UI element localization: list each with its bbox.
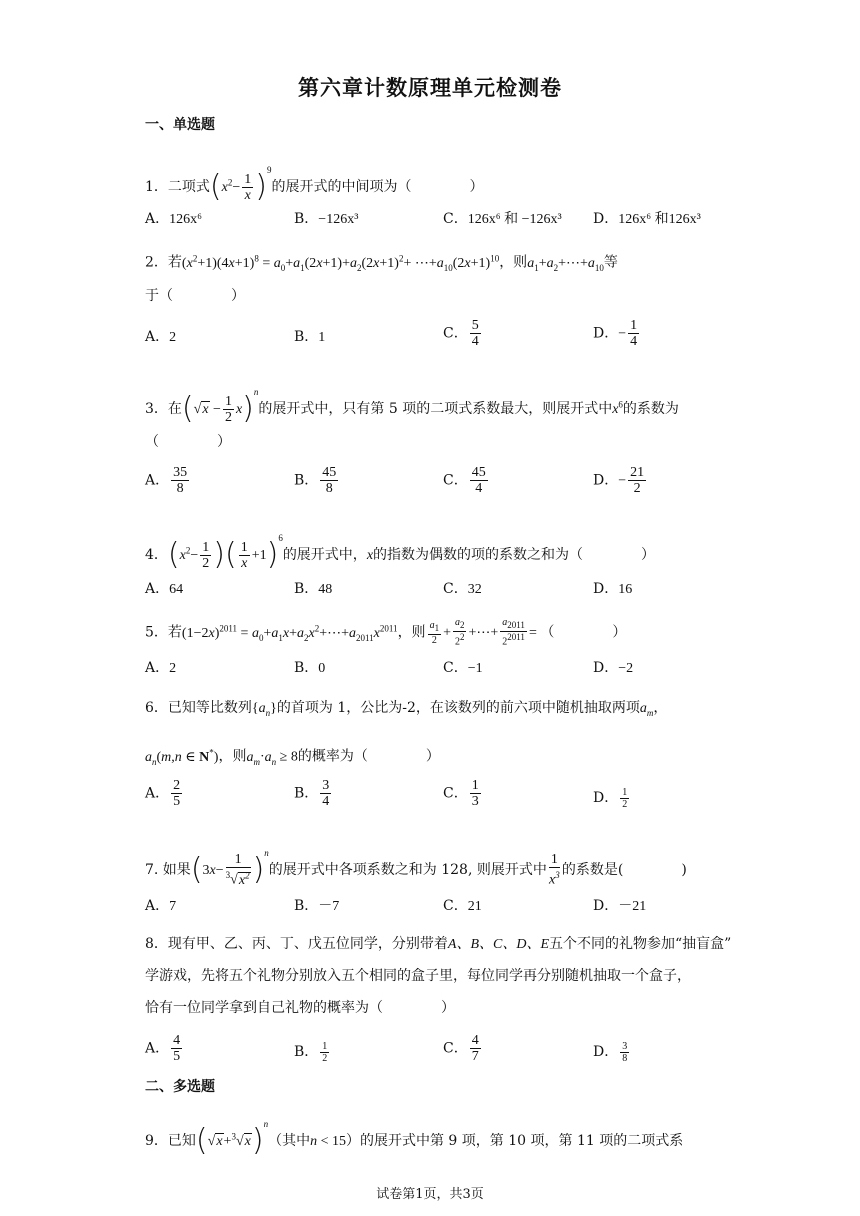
page-title: 第六章计数原理单元检测卷 [298,76,562,100]
q1-option-b: B．−126x³ [294,211,359,227]
q2-option-d: D．− $\frac{1}{4}$ [593,318,638,349]
question-6-line-2: $a_n(m,n$ ∈ N*)，则$a_m\cdot a_n \ge 8$的概率为（ ） [145,747,440,767]
q3-option-d: D．− $\frac{21}{2}$ [593,465,645,496]
q5-option-d: D．−2 [593,660,634,676]
q3-option-a: A． $\frac{35}{8}$ [145,465,188,496]
question-2-line-2: 于（ ） [145,288,245,304]
question-7: 7. 如果(3x− $\frac{1}{^3√x^2}$ )$^n$的展开式中各项系数之和为 128, 则展开式中 $\frac{1}{x^3}$ 的系数是( ) [145,848,687,888]
q7-option-c: C．21 [443,898,482,914]
q6-option-d: D． $\frac{1}{2}$ [593,786,628,810]
q8-option-a: A． $\frac{4}{5}$ [145,1033,181,1064]
q5-option-c: C．−1 [443,660,483,676]
question-3-line-2: （ ） [145,434,231,450]
question-1: 1．二项式($x^2-$ $\frac{1}{x}$ )$^9$的展开式的中间项为（ ） [145,165,484,204]
question-4: 4．($x^2-$ $\frac{1}{2}$ )( $\frac{1}{x}$ +1)$^6$的展开式中，x的指数为偶数的项的系数之和为（ ） [145,533,656,572]
q6-option-a: A． $\frac{2}{5}$ [145,778,181,809]
q3-option-b: B． $\frac{45}{8}$ [294,465,337,496]
question-6: 6．已知等比数列$\{a_n\}$的首项为 1，公比为-2，在该数列的前六项中随机抽取两项$a_m$， [145,700,668,718]
q7-option-a: A．7 [145,898,177,914]
question-9: 9．已知$(√x+^3√x)^n$（其中n < 15）的展开式中第 9 项，第 10 项，第 11 项的二项式系 [145,1119,684,1158]
question-8-line-3: 恰有一位同学拿到自己礼物的概率为（ ） [145,1000,455,1016]
q4-option-a: A．64 [145,581,184,597]
question-8: 8．现有甲、乙、丙、丁、戊五位同学，分别带着A、B、C、D、E五个不同的礼物参加“抽盲盒” [145,936,732,952]
section-heading-single-choice: 一、单选题 [145,117,215,133]
q5-option-a: A．2 [145,660,177,676]
q1-option-a: A．126x⁶ [145,211,203,227]
q3-option-c: C． $\frac{45}{4}$ [443,465,486,496]
q6-option-c: C． $\frac{1}{3}$ [443,778,479,809]
q1-option-d: D．126x⁶ 和126x³ [593,211,701,227]
page-footer: 试卷第1页，共3页 [376,1187,484,1202]
q2-option-b: B．1 [294,329,326,345]
question-5: 5．若$(1-2x)^{2011}$ = $a_0+a_1x+a_2x^2+\cdots+a_{2011}x^{2011}$，则 $\frac{a_1}{2}$ + $\frac{a_2}{2^2}$ +⋯+ $\frac{a_{2011}}{2^{2011}}$ = （ ） [145,617,627,648]
q2-option-c: C． $\frac{5}{4}$ [443,318,479,349]
q4-option-b: B．48 [294,581,333,597]
q8-option-c: C． $\frac{4}{7}$ [443,1033,479,1064]
q4-option-d: D．16 [593,581,633,597]
q8-option-b: B． $\frac{1}{2}$ [294,1040,328,1064]
section-heading-multiple-choice: 二、多选题 [145,1079,215,1095]
q1-option-c: C．126x⁶ 和 −126x³ [443,211,562,227]
q2-option-a: A．2 [145,329,177,345]
q6-option-b: B． $\frac{3}{4}$ [294,778,330,809]
q4-option-c: C．32 [443,581,482,597]
question-3: 3．在(√x − $\frac{1}{2}$ x)$^n$的展开式中，只有第 5 项的二项式系数最大，则展开式中$x^6$的系数为 [145,387,679,426]
q7-option-d: D．－21 [593,898,647,914]
question-8-line-2: 学游戏，先将五个礼物分别放入五个相同的盒子里，每位同学再分别随机抽取一个盒子， [145,968,691,984]
q8-option-d: D． $\frac{3}{8}$ [593,1040,628,1064]
q5-option-b: B．0 [294,660,326,676]
q7-option-b: B．－7 [294,898,340,914]
question-2: 2．若$(x^2+1)(4x+1)^8 = a_0+a_1(2x+1)+a_2(2x+1)^2+$ $\cdots+a_{10}(2x+1)^{10}$，则$a_1+a_2+\cdots+a_{10}$等 [145,253,618,273]
